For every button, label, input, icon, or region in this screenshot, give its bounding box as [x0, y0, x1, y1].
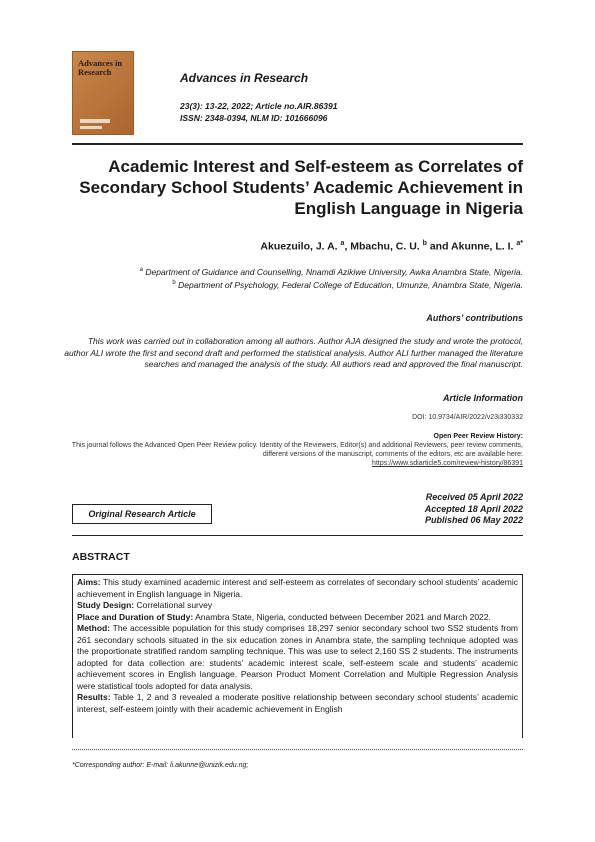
abstract-results: Results: Table 1, 2 and 3 revealed a moderate positive relationship between secondary school students’ academic interest, self-esteem jointly with their academic achievement in English	[77, 692, 518, 714]
cover-decoration	[80, 126, 102, 129]
contributions-text: This work was carried out in collaboration among all authors. Author AJA designed the study and wrote the protocol, author ALI wrote the first and second draft and performed the statistical analysis. Author ALI further managed the literature searches and managed the analysis of the study. All authors read and approved the final manuscript.	[64, 336, 523, 369]
journal-cover-image	[72, 51, 134, 135]
journal-issue: 23(3): 13-22, 2022; Article no.AIR.86391	[180, 101, 338, 111]
footnote-divider	[72, 749, 523, 750]
affiliation-b: $^b$ Department of Psychology, Federal College of Education, Umunze, Anambra State, Nigeria.	[172, 280, 523, 291]
contributions-heading: Authors’ contributions	[426, 313, 523, 323]
cover-decoration	[80, 119, 110, 123]
abstract-box	[72, 574, 523, 738]
abstract-design: Study Design: Correlational survey	[77, 600, 213, 610]
journal-info	[180, 100, 337, 124]
affiliation-a: $^a$ Department of Guidance and Counselling, Nnamdi Azikiwe University, Awka Anambra State, Nigeria.	[139, 266, 523, 277]
published-date: Published 06 May 2022	[424, 515, 523, 525]
peer-review-text: This journal follows the Advanced Open Peer Review policy. Identity of the Reviewers, Editor(s) and additional Reviewers, peer review comments, different versions of the manuscript, comments of the editors, etc are available here: https://www.sdiarticle5.com/review-history/86391	[71, 442, 523, 467]
abstract-place: Place and Duration of Study: Anambra State, Nigeria, conducted between December 2021 and March 2022.	[77, 611, 491, 622]
article-dates	[425, 492, 523, 527]
cover-title: Advances in Research	[78, 58, 123, 77]
accepted-date: Accepted 18 April 2022	[424, 503, 523, 514]
paper-title: Academic Interest and Self-esteem as Correlates of Secondary School Students’ Academic Achievement in English Language in Nigeria	[79, 157, 523, 218]
peer-review-link[interactable]: https://www.sdiarticle5.com/review-history/86391	[372, 460, 523, 467]
affiliations	[72, 265, 523, 292]
abstract-heading: ABSTRACT	[72, 551, 130, 563]
abstract-aims: Aims: This study examined academic interest and self-esteem as correlates of secondary school students’ academic achievement in English language in Nigeria.	[77, 577, 518, 599]
journal-issn: ISSN: 2348-0394, NLM ID: 101666096	[180, 113, 328, 123]
journal-name: Advances in Research	[180, 71, 309, 85]
article-info-heading: Article Information	[442, 393, 523, 403]
header-divider	[72, 143, 523, 145]
corresponding-author-footnote: *Corresponding author: E-mail: li.akunne@unizik.edu.ng;	[72, 762, 249, 769]
peer-review-heading: Open Peer Review History:	[433, 433, 523, 440]
abstract-method: Method: The accessible population for this study comprises 18,297 senior secondary school two SS2 students from 261 secondary schools situated in the six education zones in Anambra state, the sampling technique adopted was the proportionate stratified random sampling technique. This was use to select 2,160 SS 2 students. The instruments adopted for data collection are: students’ academic interest scale, self-esteem scale and students’ academic achievement scores in English language. Pearson Product Moment Correlation and Multiple Regression Analysis were statistical tools adopted for data analysis.	[77, 623, 518, 691]
doi[interactable]: DOI: 10.9734/AIR/2022/v23i330332	[412, 414, 523, 421]
received-date: Received 05 April 2022	[425, 492, 523, 502]
abstract-divider	[72, 535, 523, 536]
author-list: Akuezuilo, J. A. $^a$, Mbachu, C. U. $^b$ and Akunne, L. I. $^{a*}$	[260, 240, 523, 253]
article-type-badge: Original Research Article	[72, 504, 212, 524]
